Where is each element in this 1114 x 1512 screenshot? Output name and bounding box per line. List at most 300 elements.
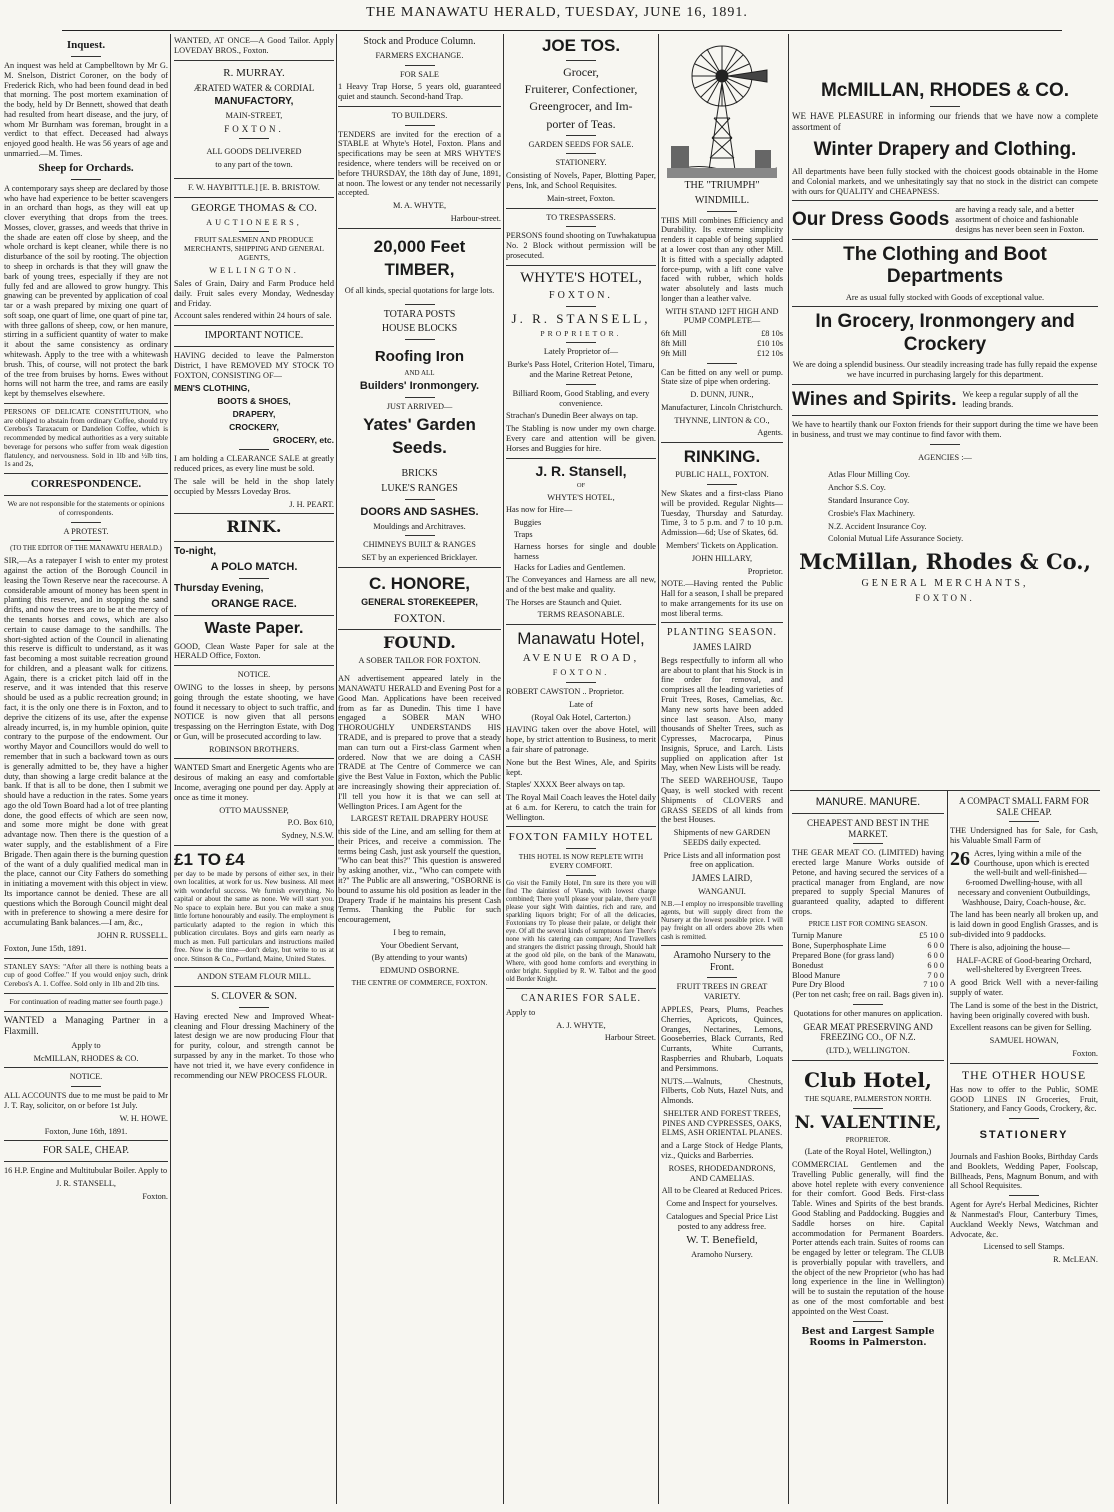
price-value: £5 10 0 <box>919 931 944 941</box>
farm-body5: There is also, adjoining the house— <box>950 942 1070 952</box>
aramoho-sign: W. T. Benefield, <box>686 1234 758 1247</box>
stansell-body: Burke's Pass Hotel, Criterion Hotel, Timaru, and the Marine Retreat Petone, <box>507 360 655 380</box>
jrs-of: OF <box>576 482 586 490</box>
club-prop: PROPRIETOR. <box>845 1136 891 1145</box>
farm-body4: The land has been nearly all broken up, and is laid down in good English Grasses, and is sub-divided into 9 paddocks. <box>950 910 1098 940</box>
rule <box>4 993 168 994</box>
column-rule <box>503 34 504 1504</box>
rule <box>174 197 334 198</box>
planting-name: JAMES LAIRD <box>692 642 752 653</box>
whytes-town: FOXTON. <box>549 290 613 302</box>
rule <box>405 65 435 66</box>
other-title: THE OTHER HOUSE <box>961 1067 1087 1082</box>
rule <box>566 153 596 154</box>
farm-sign: SAMUEL HOWAN, <box>989 1036 1059 1046</box>
jrs-item: Harness horses for single and double harness <box>514 541 656 561</box>
column-rule <box>947 790 948 1504</box>
timber-heading: 20,000 Feet <box>373 236 466 256</box>
found-body2: this side of the Line, and am selling for them at their Prices, and receive a commission. The terms being Cash, just ask yourself the question, "Who can beat this?" This question is answered by asking another, viz., "Who can compete with it?" The Public are all answering, "OSBORNE is bound to assume his old position as leader in the Drapery Trade if he maintains his present Cash Terms. Thanking the Public for such encouragement, <box>338 827 501 925</box>
important-item: GROCERY, etc. <box>272 435 334 446</box>
agents-sign: OTTO MAUSSNEP, <box>219 805 289 815</box>
found-sign: EDMUND OSBORNE. <box>379 966 460 976</box>
rule <box>405 669 435 670</box>
club-late: (Late of the Royal Hotel, Wellington,) <box>804 1147 932 1157</box>
rule <box>174 541 334 542</box>
farm-well: A good Brick Well with a never-failing supply of water. <box>950 978 1098 997</box>
builders-body: TENDERS are invited for the erection of a STABLE at Whyte's Hotel, Foxton. Plans and specifications may be seen at MRS WHYTE'S residence, where tenders will be received on or before THURSDAY, the 18th day of June, 1891, at noon. The lowest or any tender not necessarily accepted. <box>338 129 501 198</box>
farm-title: A COMPACT SMALL FARM FOR SALE CHEAP. <box>958 796 1090 817</box>
club-best: Best and Largest Sample Rooms in Palmerston. <box>801 1325 935 1348</box>
mill-thynne: THYNNE, LINTON & CO., <box>674 415 770 425</box>
found-sub: A SOBER TAILOR FOR FOXTON. <box>358 655 481 665</box>
stationery-title: STATIONERY. <box>555 158 607 168</box>
rule <box>506 988 656 989</box>
protest-to: (TO THE EDITOR OF THE MANAWATU HERALD.) <box>10 545 162 553</box>
rule <box>792 1060 944 1061</box>
rule <box>174 986 334 987</box>
rule <box>792 200 1098 201</box>
rule <box>239 1007 269 1008</box>
rule <box>566 342 596 343</box>
timber-heading2: TIMBER, <box>384 259 455 279</box>
rule <box>792 813 944 814</box>
sale-place: Foxton. <box>142 1191 168 1201</box>
yates-2: Seeds. <box>392 437 447 457</box>
rule <box>174 967 334 968</box>
manure-price-title: PRICE LIST FOR COMING SEASON. <box>808 918 928 928</box>
wanted-partner: WANTED a Managing Partner in a Flaxmill. <box>4 1015 168 1037</box>
price-value: 6 0 0 <box>927 950 944 960</box>
jrs-hotel: WHYTE'S HOTEL, <box>547 492 615 502</box>
garden-seeds: GARDEN SEEDS FOR SALE. <box>528 139 634 149</box>
manure-ltd: (LTD.), WELLINGTON. <box>826 1045 910 1055</box>
important-body2: I am holding a CLEARANCE SALE at greatly reduced prices, as every line must be sold. <box>174 454 334 474</box>
rule <box>4 958 168 959</box>
joe-line: Fruiterer, Confectioner, <box>524 82 638 97</box>
stansell-stabling: The Stabling is now under my own charge. Every care and attention will be given. Horses and Buggies for hire. <box>506 424 656 453</box>
rule <box>566 848 596 849</box>
main-street: Main-street, Foxton. <box>547 193 615 203</box>
rule <box>405 304 435 305</box>
agents-body: WANTED Smart and Energetic Agents who are desirous of making an easy and comfortable Income, averaging one pound per day. Apply at once as time it money. <box>174 763 334 802</box>
column-3 <box>338 36 501 1504</box>
mh-body: HAVING taken over the above Hotel, will hope, by strict attention to Business, to merit a fair share of patronage. <box>506 725 656 754</box>
column-5 <box>661 36 783 1504</box>
murray-line1: ÆRATED WATER & CORDIAL <box>193 82 315 93</box>
rule <box>71 522 101 523</box>
price-value: 7 10 0 <box>923 980 944 990</box>
manure-note: (Per ton net cash; free on rail. Bags given in). <box>792 990 944 1000</box>
found-servant: Your Obedient Servant, <box>380 940 459 950</box>
rule <box>338 106 501 107</box>
trespass-body: PERSONS found shooting on Tuwhakatupua No. 2 Block without permission will be prosecuted. <box>506 231 656 260</box>
mill-price-row <box>661 349 783 359</box>
wanted-tailor: WANTED, AT ONCE—A Good Tailor. Apply LOVEDAY BROS., Foxton. <box>174 36 334 55</box>
aramoho-title: Aramoho Nursery to the Front. <box>673 949 771 973</box>
rinking-members: Members' Tickets on Application. <box>665 540 779 550</box>
farm-acres: 26 <box>950 847 970 870</box>
honore-town: FOXTON. <box>393 610 446 625</box>
manure-body: THE GEAR MEAT CO. (LIMITED) having erected large Manure Works outside of Petone, and having secured the services of a practical manager from England, are now prepared to supply Special Manures of guaranteed quality, adapted to different crops. <box>792 848 944 916</box>
dress-row <box>792 205 1098 234</box>
important-body3: The sale will be held in the shop lately occupied by Messrs Loveday Bros. <box>174 476 334 496</box>
rule <box>174 758 334 759</box>
grocery-heading: In Grocery, Ironmongery and Crockery <box>815 311 1075 355</box>
rule <box>853 843 883 844</box>
important-item: CROCKERY, <box>229 422 279 433</box>
column-rule <box>658 34 659 1504</box>
mcm-general: GENERAL MERCHANTS, <box>861 577 1029 589</box>
mh-road: AVENUE ROAD, <box>522 652 640 665</box>
whytes-title: WHYTE'S HOTEL, <box>520 269 642 286</box>
honore-name: C. HONORE, <box>368 573 471 593</box>
agencies-title: AGENCIES :— <box>918 452 972 462</box>
manure-firm: GEAR MEAT PRESERVING AND FREEZING CO., OF N.Z. <box>803 1021 933 1043</box>
manure-price-row <box>792 941 944 951</box>
agency-list <box>792 470 1098 544</box>
wines-heading: Wines and Spirits. <box>792 388 957 410</box>
canaries-name: A. J. WHYTE, <box>556 1020 606 1030</box>
windmill-title: WINDMILL. <box>694 194 750 206</box>
other-body: Has now to offer to the Public, SOME GOOD LINES IN Groceries, Fruit, Stationery, and Fancy Goods, Crockery, &c. <box>950 1084 1098 1114</box>
rink-title: RINK. <box>226 517 282 537</box>
builders-addr: Harbour-street. <box>450 213 501 223</box>
continuation-note: For continuation of reading matter see fourth page.) <box>9 996 163 1006</box>
wanted-apply: Apply to <box>71 1040 101 1050</box>
price-value: 6 0 0 <box>927 960 944 970</box>
dress-body: are having a ready sale, and a better assortment of choice and fashionable designs has never been seen in Foxton. <box>955 205 1085 234</box>
rule <box>661 622 783 623</box>
found-title: FOUND. <box>383 632 456 652</box>
club-title: Club Hotel, <box>804 1067 932 1092</box>
grocery-body: We are doing a splendid business. Our steadily increasing trade has fully repaid the expense we have incurred in purchasing largely for this department. <box>792 360 1098 379</box>
rule <box>566 875 596 876</box>
manure-price-row <box>792 931 944 941</box>
rule <box>1009 1118 1039 1119</box>
rule <box>506 208 656 209</box>
price-item: Bonedust <box>792 960 824 970</box>
rule <box>4 403 168 404</box>
rule <box>174 178 334 179</box>
farm-town: Foxton. <box>1072 1048 1098 1058</box>
murray-name: R. MURRAY. <box>223 66 285 79</box>
mill-price-row <box>661 339 783 349</box>
important-item: MEN'S CLOTHING, <box>174 383 250 394</box>
rule <box>338 629 501 630</box>
planting-ship: Shipments of new GARDEN SEEDS daily expected. <box>673 828 771 847</box>
rule <box>792 239 1098 240</box>
gt-name: GEORGE THOMAS & CO. <box>191 201 317 214</box>
canaries-title: CANARIES FOR SALE. <box>521 993 641 1005</box>
mcm-title: McMILLAN, RHODES & CO. <box>820 80 1070 101</box>
planting-town: WANGANUI. <box>698 886 746 896</box>
found-largest: LARGEST RETAIL DRAPERY HOUSE <box>350 814 489 824</box>
found-wants: (By attending to your wants) <box>371 953 468 963</box>
rule <box>707 484 737 485</box>
stansell-late: Lately Proprietor of— <box>543 347 619 357</box>
protest-title: A PROTEST. <box>63 526 109 536</box>
aramoho-clear: All to be Cleared at Reduced Prices. <box>661 1186 783 1196</box>
protest-date: Foxton, June 15th, 1891. <box>4 943 87 953</box>
stock-body: 1 Heavy Trap Horse, 5 years old, guaranteed quiet and staunch. Second-hand Trap. <box>338 82 501 102</box>
mill-agents: Agents. <box>757 428 783 438</box>
mh-prop: ROBERT CAWSTON .. Proprietor. <box>506 687 624 697</box>
rinking-hall: PUBLIC HALL, FOXTON. <box>675 470 769 480</box>
jrs-horses: The Horses are Staunch and Quiet. <box>506 597 622 607</box>
triumph: THE "TRIUMPH" <box>684 180 760 191</box>
rule <box>506 458 656 459</box>
wines-row <box>792 389 1098 411</box>
planting-nb: N.B.—I employ no irresponsible travelling agents, but will supply direct from the Nursery at the lowest possible price. I will pay freight on all orders above 20s when cash is remitted. <box>661 899 783 941</box>
price-value: 6 0 0 <box>927 941 944 951</box>
clothing-heading: The Clothing and Boot Departments <box>843 243 1047 288</box>
rule <box>707 211 737 212</box>
other-agent: Agent for Ayre's Herbal Medicines, Richter & Nanmestad's Flour, Canterbury Times, Auckland Weekly News, Watchman and Advocate, &c. <box>950 1200 1098 1239</box>
pound-body: per day to be made by persons of either sex, in their own localities, at work for us. New business. All meet with wonderful success. We furnish everything. No capital or about the same as none. We will start you. No space to explain here. But you can make a snug little fortune honourably and easily. The employment is particularly adapted to the region in which this publication circulates. Boys and girls earn nearly as much as men. Full particulars and instructions mailed free. Now is the time—don't delay, but write to us at once. Stinson & Co., Portland, Maine, United States. <box>174 869 334 963</box>
mill-fit: Can be fitted on any well or pump. State size of pipe when ordering. <box>661 367 783 387</box>
rule <box>566 682 596 683</box>
andon-title: ANDON STEAM FLOUR MILL. <box>197 972 311 982</box>
winter-body: All departments have been fully stocked with the choicest goods obtainable in the Home and Colonial markets, and we unhesitatingly say that no stock in the district can compete with ours for QUALITY and CHEAPNESS. <box>792 167 1098 196</box>
aramoho-nuts: NUTS.—Walnuts, Chestnuts, Filberts, Cob Nuts, Hazel Nuts, and Almonds. <box>661 1076 783 1106</box>
correspondence-title: CORRESPONDENCE. <box>30 478 142 491</box>
house-blocks: HOUSE BLOCKS <box>381 323 458 335</box>
rule <box>174 615 334 616</box>
bricks: BRICKS <box>401 467 438 479</box>
manure-price-row <box>792 971 944 981</box>
rule <box>4 1067 168 1068</box>
rule <box>239 231 269 232</box>
club-body: COMMERCIAL Gentlemen and the Travelling Public generally, will find the above hotel replete with every convenience for their comfort. Good Beds. First-class Table. Wines and Spirits of the best brands. Good Stabling and Paddocking. Buggies and Saddle horses on hire. Capital accommodation for Permanent Boarders. Porter attends each train. Suites of rooms can be engaged by letter or telegram. The CLUB is proverbially popular with travellers, and the object of the new Proprietor (who has had long experience in the line in Wellington) will be to sustain the reputation of the house as one of the most comfortable and best appointed on the West Coast. <box>792 1160 944 1316</box>
stanley-ad: STANLEY SAYS: "After all there is nothing beats a cup of good Coffee." If you would enjoy such, drink Cerebos's A. 1. Coffee. Sold only in 1lb and 2lb tins. <box>4 961 168 989</box>
mh-town: FOXTON. <box>552 668 610 678</box>
rinking-prop: Proprietor. <box>747 566 783 576</box>
rule <box>174 325 334 326</box>
murray-goods: ALL GOODS DELIVERED <box>206 147 302 157</box>
agents-addr: Sydney, N.S.W. <box>281 831 334 841</box>
rule <box>506 826 656 827</box>
family-sub: THIS HOTEL IS NOW REPLETE WITH EVERY COMFORT. <box>518 852 644 871</box>
rule <box>174 845 334 846</box>
other-sign: R. McLEAN. <box>1053 1255 1098 1265</box>
price-value: £10 10s <box>756 338 783 348</box>
club-name: N. VALENTINE, <box>794 1112 942 1133</box>
aramoho-body: APPLES, Pears, Plums, Peaches Cherries, Apricots, Quinces, Oranges, Nectarines, Lemons, Gooseberries, Black Currants, Red Currants, White Currants, Raspberries and Rhubarb, Loquats and Persimmons. <box>661 1005 783 1073</box>
rule <box>174 665 334 666</box>
sheep-title: Sheep for Orchards. <box>38 161 134 174</box>
manure-price-row <box>792 951 944 961</box>
farm-acres-row <box>950 849 1098 878</box>
correspondence-note: We are not responsible for the statements or opinions of correspondents. <box>7 499 165 517</box>
club-addr: THE SQUARE, PALMERSTON NORTH. <box>804 1094 932 1104</box>
agency-item: Crosbie's Flax Machinery. <box>828 508 915 518</box>
clover-name: S. CLOVER & SON. <box>211 991 297 1003</box>
mh-late: Late of <box>569 699 593 709</box>
notice2-title: NOTICE. <box>237 670 271 680</box>
rule <box>405 339 435 340</box>
price-item: Turnip Manure <box>792 931 843 941</box>
rule <box>239 138 269 139</box>
inquest-body: An inquest was held at Campbelltown by Mr G. M. Snelson, District Coroner, on the body of Frederick Rich, who had been found dead in bed that morning. The post mortem examination of the body, held by Dr Bennett, showed that death had resulted from heart disease, and the jury, of whom Mr Burnham was foreman, brought in a verdict to that effect. Deceased had always enjoyed good health. He was 56 years of age and unmarried.—M. Times. <box>4 60 168 158</box>
column-rule <box>170 34 171 1504</box>
rule <box>661 442 783 443</box>
wanted-firm: McMILLAN, RHODES & CO. <box>33 1053 139 1063</box>
rule <box>174 346 334 347</box>
murray-town: FOXTON. <box>224 123 284 134</box>
farm-body2: Acres, lying within a mile of the Courthouse, upon which is erected the well-built and well-finished— <box>974 848 1089 878</box>
family-title: FOXTON FAMILY HOTEL <box>508 831 654 844</box>
mcm-town: FOXTON. <box>915 592 975 603</box>
builders-title: TO BUILDERS. <box>391 110 448 120</box>
honore-desc: GENERAL STOREKEEPER, <box>361 596 478 607</box>
rinking-body: New Skates and a first-class Piano will be provided. Regular Nights—Tuesday, Thursday and Saturday. Time, 3 to 5 p.m. and 7 to 10 p.m. Admission—6d; Use of Skates, 6d. <box>661 489 783 538</box>
rink-thursday: Thursday Evening, <box>174 582 264 594</box>
jrs-hire: Has now for Hire— <box>506 505 573 515</box>
protest-sign: JOHN R. RUSSELL. <box>97 931 168 940</box>
planting-title: PLANTING SEASON. <box>667 627 777 639</box>
mill-sign: D. DUNN, JUNR., <box>690 390 754 400</box>
gt-body: Sales of Grain, Dairy and Farm Produce held daily. Fruit sales every Monday, Wednesday and Friday. <box>174 279 334 308</box>
column-6a <box>792 796 944 1504</box>
manure-price-row <box>792 961 944 971</box>
rule <box>950 1063 1098 1064</box>
windmill-illustration <box>667 38 777 178</box>
mill-stand: WITH STAND 12FT HIGH AND PUMP COMPLETE— <box>665 306 779 326</box>
builders-sign: M. A. WHYTE, <box>392 201 447 211</box>
mh-royal: (Royal Oak Hotel, Carterton.) <box>531 712 631 722</box>
farm-half: HALF-ACRE of Good-bearing Orchard, well-sheltered by Evergreen Trees. <box>956 955 1092 975</box>
rule <box>4 1011 168 1012</box>
pound-heading: £1 TO £4 <box>174 849 245 869</box>
cocoa-ad: PERSONS OF DELICATE CONSTITUTION, who are obliged to abstain from ordinary Coffee, should try Cerebos's Taraxacum or Dandelion Coffee, which is recommended by medical authorities as a very suitable beverage for persons who suffer from weak digestion flatulency, and nervousness. Sold in 1lb and ½lb tins, 1s and 2s, <box>4 406 168 469</box>
rule <box>4 495 168 496</box>
column-1 <box>4 36 168 1504</box>
doors: DOORS AND SASHES. <box>360 505 479 518</box>
gt-town: WELLINGTON. <box>209 266 299 276</box>
price-item: Pure Dry Blood <box>792 980 845 990</box>
murray-line2: MANUFACTORY, <box>214 96 294 108</box>
inquest-title: Inquest. <box>66 39 106 51</box>
aramoho-come: Come and Inspect for yourselves. <box>666 1199 778 1209</box>
timber-sub: Of all kinds, special quotations for large lots. <box>344 285 495 295</box>
other-stationery: STATIONERY <box>979 1129 1069 1142</box>
rule <box>661 945 783 946</box>
rule <box>506 624 656 625</box>
dress-heading: Our Dress Goods <box>792 208 950 230</box>
murray-goods2: to any part of the town. <box>215 160 293 170</box>
rule <box>566 306 596 307</box>
aramoho-cat: Catalogues and Special Price List posted to any address free. <box>666 1211 778 1231</box>
aramoho-shelter: SHELTER AND FOREST TREES, PINES AND CYPRESSES, OAKS, ELMS, ASH ORIENTAL PLANES. <box>661 1108 783 1138</box>
rule <box>707 363 737 364</box>
rule <box>338 567 501 568</box>
lukes: LUKE'S RANGES <box>381 482 458 494</box>
agency-item: Standard Insurance Coy. <box>828 496 910 505</box>
stock-title: Stock and Produce Column. <box>363 36 476 47</box>
rule <box>1009 821 1039 822</box>
rule <box>792 384 1098 385</box>
totara: TOTARA POSTS <box>383 308 456 320</box>
rinking-title: RINKING. <box>683 447 761 467</box>
notice-title: NOTICE. <box>69 1072 103 1082</box>
mcm-title-2: McMillan, Rhodes & Co., <box>799 549 1091 575</box>
rule <box>405 499 435 500</box>
canaries-addr: Harbour Street. <box>604 1033 656 1043</box>
rule <box>792 306 1098 307</box>
winter-heading: Winter Drapery and Clothing. <box>813 138 1077 160</box>
rinking-sign: JOHN HILLARY, <box>691 553 753 563</box>
rule <box>338 228 501 229</box>
wines-body: We keep a regular supply of all the leading brands. <box>962 390 1079 409</box>
stansell-prop: PROPRIETOR. <box>540 328 622 338</box>
rule <box>71 540 101 541</box>
aramoho-place: Aramoho Nursery. <box>691 1250 753 1260</box>
sale-sign: J. R. STANSELL, <box>56 1178 116 1188</box>
found-body: AN advertisement appeared lately in the MANAWATU HERALD and Evening Post for a Good Man. Applications have been received from as far as Dunedin. This time I have engaged a SOBER MAN WHO THOROUGHLY UNDERSTANDS HIS TRADE, and is prepared to prove that a steady man can turn out a First-class Garment when ordered. Now that we are doing a CASH TRADE at The Centre of Commerce we can give the Best Value in Foxton, which the Public are increasingly showing their appreciation of. I'll tell you how it is that we can sell at Wellington Prices. I am Agent for the <box>338 674 501 811</box>
rule <box>930 106 960 107</box>
rule <box>853 1108 883 1109</box>
rule <box>405 125 435 126</box>
stock-sub: FARMERS EXCHANGE. <box>375 50 464 60</box>
sale-body: 16 H.P. Engine and Multitubular Boiler. Apply to <box>4 1166 168 1176</box>
rule <box>566 135 596 136</box>
farm-reason: Excellent reasons can be given for Selling. <box>950 1023 1092 1033</box>
gt-desc: FRUIT SALESMEN AND PRODUCE MERCHANTS, SHIPPING AND GENERAL AGENTS, <box>183 235 325 263</box>
rule <box>239 578 269 579</box>
gt-auct: AUCTIONEERS, <box>206 217 302 227</box>
rule <box>853 1321 883 1322</box>
rule <box>71 179 101 180</box>
just-arrived: JUST ARRIVED— <box>386 402 453 412</box>
rule <box>405 535 435 536</box>
thanks-body: We have to heartily thank our Foxton friends for their support during the time we have been in business, and trust we may continue to find favor with them. <box>792 420 1098 439</box>
planting-seed: The SEED WAREHOUSE, Taupo Quay, is well stocked with recent Shipments of CLOVERS and GRASS SEEDS of all kinds from the best Houses. <box>661 776 783 825</box>
sale-title: FOR SALE, CHEAP. <box>42 1145 130 1157</box>
mh-staples: Staples' XXXX Beer always on tap. <box>506 780 626 790</box>
notice2-sign: ROBINSON BROTHERS. <box>209 744 299 754</box>
jrs-item: Traps <box>514 530 533 540</box>
clover-body: Having erected New and Improved Wheat-cleaning and Flour dressing Machinery of the latest design we are now producing Flour that for purity, colour, and strength cannot be surpassed by any in the market. To those who have not tried it, we have every confidence in recommending our NEW PROCESS FLOUR. <box>174 1011 334 1080</box>
price-value: 7 0 0 <box>927 970 944 980</box>
important-body: HAVING decided to leave the Palmerston District, I have REMOVED MY STOCK TO FOXTON, CONSISTING OF— <box>174 350 334 380</box>
planting-sign: JAMES LAIRD, <box>691 873 753 884</box>
rule <box>405 397 435 398</box>
rink-polo: A POLO MATCH. <box>210 560 298 573</box>
murray-street: MAIN-STREET, <box>225 110 283 120</box>
rinking-note: NOTE.—Having rented the Public Hall for a season, I shall be prepared to make arrangements for its use on most liberal terms. <box>661 579 783 618</box>
rule <box>506 265 656 266</box>
rule <box>4 473 168 474</box>
rule <box>792 415 1098 416</box>
stansell-billiard: Billiard Room, Good Stabling, and every convenience. <box>512 388 650 408</box>
jrs-item: Hacks for Ladies and Gentlemen. <box>514 563 626 573</box>
rule <box>1009 1195 1039 1196</box>
ironmongery: Builders' Ironmongery. <box>359 380 480 393</box>
price-item: Bone, Superphosphate Lime <box>792 941 887 951</box>
rule <box>566 60 596 61</box>
clothing-body: Are as usual fully stocked with Goods of exceptional value. <box>845 292 1045 302</box>
price-item: 6ft Mill <box>661 329 687 339</box>
family-poem: Go visit the Family Hotel, I'm sure its there you will find The daintiest of Viands, with lowest charge combined; There you'll please your palate, there you'll please your sight With dainties, rich and rare, and sparkling liquors bright; For of all the delicacies, Foxtonians try To please their palate, or delight their eye. Of all the several kinds of sumptuous fare There's none with his catering can compare; And Travellers and strangers the district passing through, Should halt at the good old pile, on the bank of the Manawatu, Where, with good home comforts and everything in order bright. Supplied by R. W. Talbot and the good old Border Knight. <box>506 879 656 984</box>
column-4 <box>506 36 656 1504</box>
notice-date: Foxton, June 16th, 1891. <box>44 1126 128 1136</box>
price-item: 9ft Mill <box>661 348 687 358</box>
mh-wines: None but the Best Wines, Ale, and Spirits kept. <box>506 757 656 777</box>
protest-body: SIR,—As a ratepayer I wish to enter my protest against the action of the Borough Council in leasing the Town Reserve near the racecourse. A considerable amount of money has been spent in planting this reserve, and in stopping the sand drifts, and now the trees are to be at the mercy of the tenants horses and cows, which are also certain to cause damage to the sandhills. The short-sighted action of the Council in alienating this reserve is difficult to understand, as it was fast becoming a most suitable recreation ground for children, and a pleasant walk for citizens. Again, there is a cricket pitch laid off in the reserve, and it was intended that this reserve should be used as a public recreation ground; in fact, it is the only one there is in Foxton, and to deprive the citizens of its use, after the expense already incurred, is, in my humble opinion, quite contrary to the purpose of the endowment. Our worthy Mayor and Councillors would do well to remember that in such a backward town as ours is generally admitted to be, they have a higher duty, than showing a large credit balance at the bank. If that is all to be done, then I submit we should have a reduction in the rates. Some years ago the old Town Board had a lot of tree planting done, the good effects of which are seen now, and some more might be done with great advantage now. Then there is the question of a water supply, and the establishment of a Fire Brigade. Then again there is the burning question of the want of a duly qualified medical man in the place, cannot our City Fathers do something in initiating a movement with this object in view. Its importance cannot be denied. These are all questions which the Borough Council might deal with in preference to showing a mere desire for accumulating Bank balances.—I am, &c., <box>4 556 168 928</box>
joe-title: JOE TOS. <box>541 36 621 55</box>
agents-addr: P.O. Box 610, <box>287 818 334 828</box>
agency-item: N.Z. Accident Insurance Coy. <box>828 521 927 531</box>
